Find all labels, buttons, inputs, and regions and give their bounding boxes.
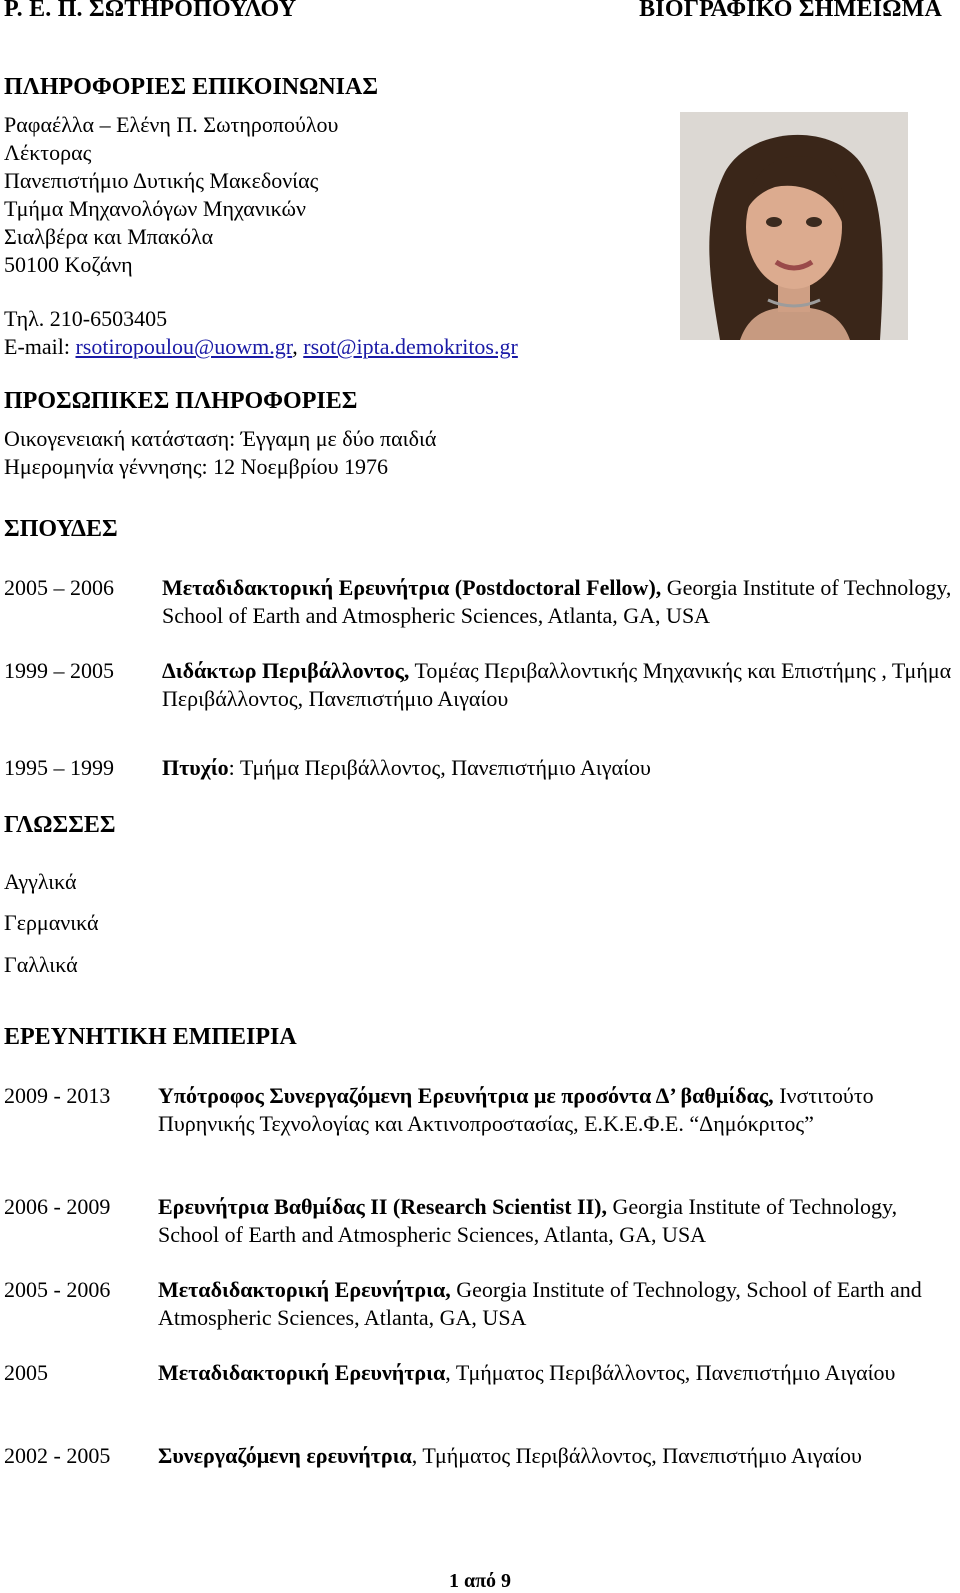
language-item: Γαλλικά	[4, 952, 78, 977]
entry-description	[162, 657, 952, 713]
entry-description	[158, 1359, 948, 1387]
contact-street: Σιαλβέρα και Μπακόλα	[4, 224, 214, 249]
experience-heading: ΕΡΕΥΝΗΤΙΚΗ ΕΜΠΕΙΡΙΑ	[4, 1024, 297, 1050]
profile-photo	[680, 112, 908, 340]
entry-title: Συνεργαζόμενη ερευνήτρια	[158, 1443, 412, 1468]
contact-name: Ραφαέλλα – Ελένη Π. Σωτηροπούλου	[4, 112, 339, 137]
entry-title: Μεταδιδακτορική Ερευνήτρια,	[158, 1277, 451, 1302]
entry-details: Τομέας Περιβαλλοντικής Μηχανικής και Επιστήμης , Τμήμα Περιβάλλοντος, Πανεπιστήμιο Αιγαίου	[162, 658, 952, 711]
contact-heading: ΠΛΗΡΟΦΟΡΙΕΣ ΕΠΙΚΟΙΝΩΝΙΑΣ	[4, 74, 379, 100]
contact-city: 50100 Κοζάνη	[4, 252, 133, 277]
entry-description	[162, 574, 952, 630]
contact-phone: Τηλ. 210-6503405	[4, 306, 168, 331]
header-doc-title: ΒΙΟΓΡΑΦΙΚΟ ΣΗΜΕΙΩΜΑ	[639, 0, 942, 22]
personal-heading: ΠΡΟΣΩΠΙΚΕΣ ΠΛΗΡΟΦΟΡΙΕΣ	[4, 388, 358, 414]
entry-details: Ινστιτούτο Πυρηνικής Τεχνολογίας και Ακτινοπροστασίας, Ε.Κ.Ε.Φ.Ε. “Δημόκριτος”	[158, 1083, 874, 1136]
entry-title: Ερευνήτρια Βαθμίδας ΙΙ (Research Scientist II),	[158, 1194, 607, 1219]
page-number: 1 από 9	[448, 1570, 512, 1592]
personal-birth: Ημερομηνία γέννησης: 12 Νοεμβρίου 1976	[4, 454, 389, 479]
entry-title: Διδάκτωρ Περιβάλλοντος,	[162, 658, 410, 683]
entry-description	[162, 754, 952, 782]
entry-title: Υπότροφος Συνεργαζόμενη Ερευνήτρια με προσόντα Δ’ βαθμίδας,	[158, 1083, 774, 1108]
contact-department: Τμήμα Μηχανολόγων Μηχανικών	[4, 196, 306, 221]
entry-description	[158, 1193, 948, 1249]
entry-date: 2005 - 2006	[4, 1277, 111, 1302]
entry-date: 2002 - 2005	[4, 1443, 111, 1468]
entry-details: Georgia Institute of Technology, School of Earth and Atmospheric Sciences, Atlanta, GA, USA	[158, 1277, 922, 1330]
entry-details: Georgia Institute of Technology, School of Earth and Atmospheric Sciences, Atlanta, GA, USA	[158, 1194, 898, 1247]
entry-details: Georgia Institute of Technology, School of Earth and Atmospheric Sciences, Atlanta, GA, USA	[162, 575, 952, 628]
email-label: E-mail:	[4, 334, 76, 359]
email-link-demokritos[interactable]: rsot@ipta.demokritos.gr	[303, 334, 518, 359]
header-author: Ρ. Ε. Π. ΣΩΤΗΡΟΠΟΥΛΟΥ	[4, 0, 297, 22]
contact-title: Λέκτορας	[4, 140, 92, 165]
contact-email-line	[4, 334, 518, 360]
entry-date: 1999 – 2005	[4, 658, 114, 683]
entry-details: , Τμήματος Περιβάλλοντος, Πανεπιστήμιο Αιγαίου	[445, 1360, 896, 1385]
entry-title: Μεταδιδακτορική Ερευνήτρια (Postdoctoral Fellow),	[162, 575, 662, 600]
entry-details: , Τμήματος Περιβάλλοντος, Πανεπιστήμιο Αιγαίου	[411, 1443, 862, 1468]
entry-date: 2005 – 2006	[4, 575, 114, 600]
entry-date: 2005	[4, 1360, 48, 1385]
email-separator: ,	[292, 334, 304, 359]
entry-title: Πτυχίο	[162, 755, 229, 780]
contact-university: Πανεπιστήμιο Δυτικής Μακεδονίας	[4, 168, 319, 193]
entry-date: 1995 – 1999	[4, 755, 114, 780]
language-item: Αγγλικά	[4, 869, 77, 894]
entry-description	[158, 1276, 948, 1332]
entry-description	[158, 1082, 948, 1138]
entry-description	[158, 1442, 948, 1470]
portrait-illustration	[680, 112, 908, 340]
entry-details: : Τμήμα Περιβάλλοντος, Πανεπιστήμιο Αιγαίου	[228, 755, 651, 780]
entry-date: 2009 - 2013	[4, 1083, 111, 1108]
personal-marital: Οικογενειακή κατάσταση: Έγγαμη με δύο παιδιά	[4, 426, 437, 451]
entry-date: 2006 - 2009	[4, 1194, 111, 1219]
language-item: Γερμανικά	[4, 910, 99, 935]
entry-title: Μεταδιδακτορική Ερευνήτρια	[158, 1360, 446, 1385]
languages-heading: ΓΛΩΣΣΕΣ	[4, 812, 116, 838]
email-link-uowm[interactable]: rsotiropoulou@uowm.gr	[75, 334, 293, 359]
studies-heading: ΣΠΟΥΔΕΣ	[4, 516, 118, 542]
